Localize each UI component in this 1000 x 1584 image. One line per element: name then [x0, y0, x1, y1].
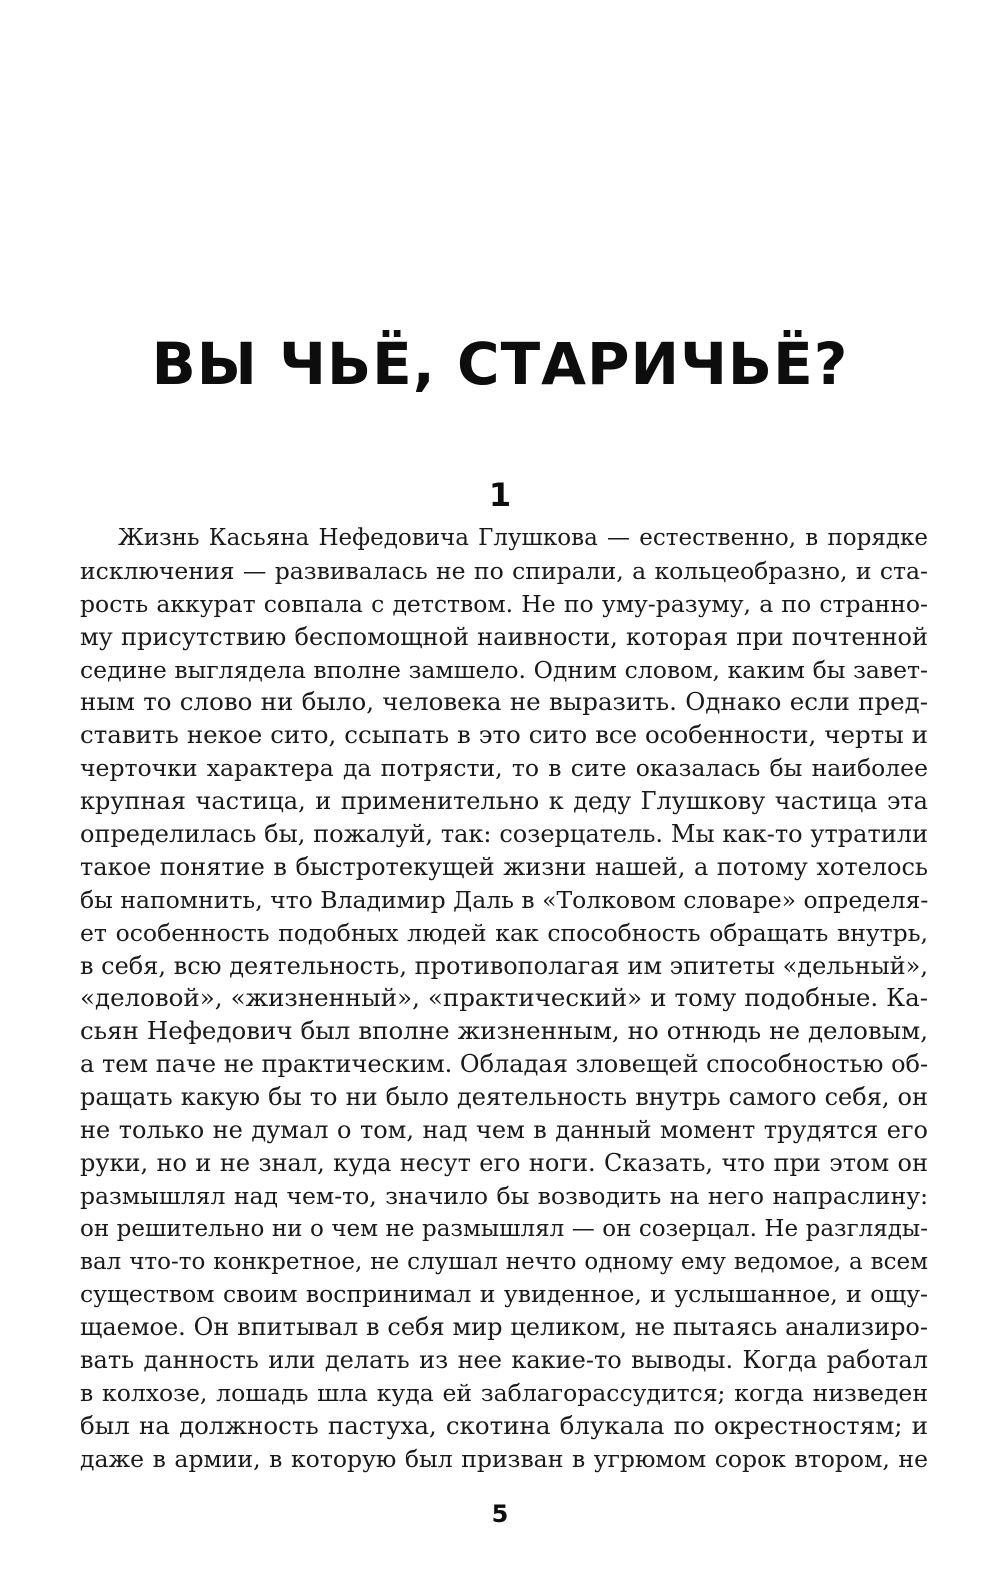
text-line: Жизнь Касьяна Нефедовича Глушкова — естественно, в порядке: [118, 525, 928, 551]
text-line: ращать какую бы то ни было деятельность внутрь самого себя, он: [80, 1083, 928, 1112]
text-line: седине выглядела вполне замшело. Одним словом, каким бы завет-: [80, 655, 928, 684]
page-number: 5: [491, 1500, 509, 1528]
text-line: «деловой», «жизненный», «практический» и тому подобные. Ка-: [80, 983, 928, 1013]
text-line: размышлял над чем-то, значило бы возводить на него напраслину:: [80, 1181, 928, 1210]
text-line: в колхозе, лошадь шла куда ей заблагорассудится; когда низведен: [80, 1379, 928, 1408]
text-line: не только не думал о том, над чем в данный момент трудятся его: [80, 1116, 928, 1145]
text-line: крупная частица, и применительно к деду Глушкову частица эта: [80, 787, 928, 816]
text-line: рость аккурат совпала с детством. Не по уму-разуму, а по странно-: [80, 589, 928, 618]
text-line: определилась бы, пожалуй, так: созерцатель. Мы как-то утратили: [80, 820, 928, 849]
text-line: а тем паче не практическим. Обладая зловещей способностью об-: [80, 1050, 929, 1079]
text-line: ставить некое сито, ссыпать в это сито все особенности, черты и: [80, 720, 928, 750]
text-line: вать данность или делать из нее какие-то выводы. Когда работал: [80, 1346, 928, 1375]
text-line: руки, но и не знал, куда несут его ноги. Сказать, что при этом он: [80, 1148, 928, 1177]
text-line: такое понятие в быстротекущей жизни нашей, а потому хотелось: [80, 852, 928, 881]
text-line: даже в армии, в которую был призван в угрюмом сорок втором, не: [80, 1444, 928, 1473]
text-line: он решительно ни о чем не размышлял — он созерцал. Не разгляды-: [80, 1215, 928, 1242]
text-line: ным то слово ни было, человека не выразить. Однако если пред-: [80, 687, 928, 717]
text-line: сьян Нефедович был вполне жизненным, но отнюдь не деловым,: [80, 1016, 928, 1046]
body-paragraph: [80, 522, 928, 1476]
text-line: ет особенность подобных людей как способность обращать внутрь,: [80, 918, 928, 947]
text-line: исключения — развивалась не по спирали, а кольцеобразно, и ста-: [80, 556, 928, 585]
chapter-title: ВЫ ЧЬЁ, СТАРИЧЬЁ?: [151, 330, 849, 398]
text-line: щаемое. Он впитывал в себя мир целиком, не пытаясь анализиро-: [80, 1313, 928, 1342]
text-line: вал что-то конкретное, не слушал нечто одному ему ведомое, а всем: [80, 1248, 928, 1275]
text-line: му присутствию беспомощной наивности, которая при почтенной: [80, 622, 928, 651]
section-number: 1: [488, 476, 512, 514]
text-line: в себя, всю деятельность, противополагая им эпитеты «дельный»,: [80, 951, 928, 980]
text-line: черточки характера да потрясти, то в сите оказалась бы наиболее: [80, 754, 928, 783]
text-line: существом своим воспринимал и увиденное, и услышанное, и ощу-: [80, 1280, 928, 1309]
text-line: был на должность пастуха, скотина блукала по окрестностям; и: [80, 1411, 928, 1441]
text-line: бы напомнить, что Владимир Даль в «Толковом словаре» определя-: [80, 885, 929, 914]
